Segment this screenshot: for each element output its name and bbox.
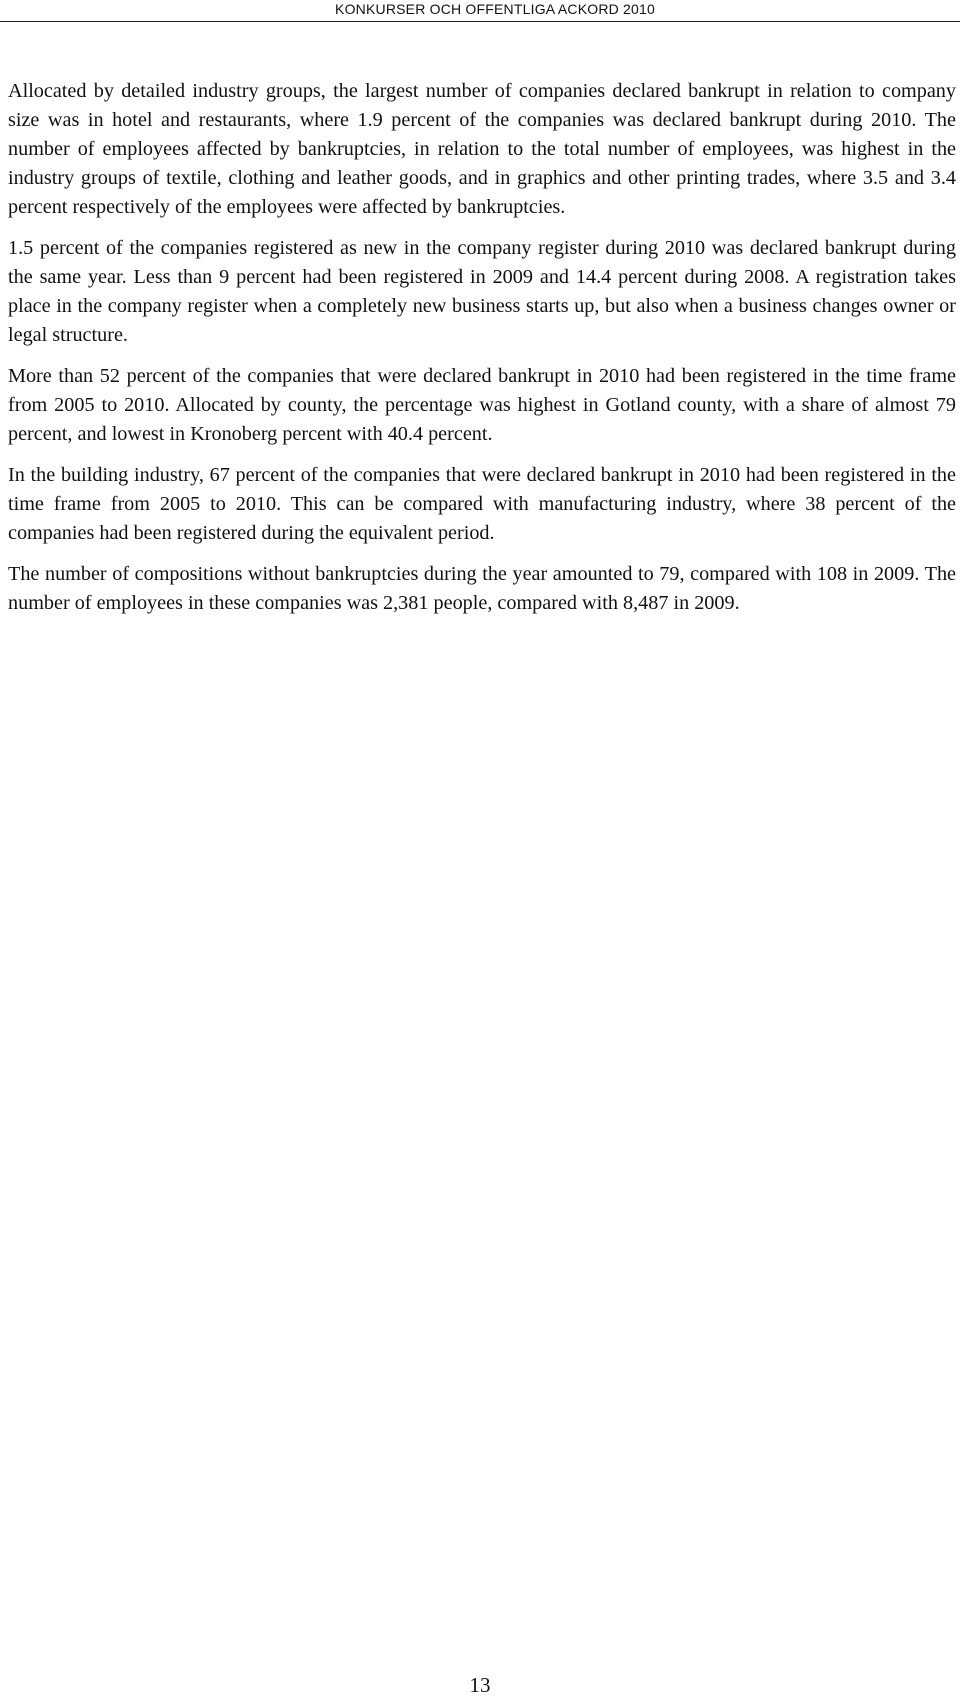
paragraph-industry-groups: Allocated by detailed industry groups, the largest number of companies declared bankrupt in relation to company size was in hotel and restaurants, where 1.9 percent of the companies was declared bankrupt during 2010. The number of employees affected by bankruptcies, in relation to the total number of employees, was highest in the industry groups of textile, clothing and leather goods, and in graphics and other printing trades, where 3.5 and 3.4 percent respectively of the employees were affected by bankruptcies. bbox=[8, 80, 956, 218]
paragraph-building-industry: In the building industry, 67 percent of the companies that were declared bankrupt in 2010 had been registered in the time frame from 2005 to 2010. This can be compared with manufacturing industry, where 38 percent of the companies had been registered during the equivalent period. bbox=[8, 464, 956, 544]
paragraph-new-registrations: 1.5 percent of the companies registered as new in the company register during 2010 was declared bankrupt during the same year. Less than 9 percent had been registered in 2009 and 14.4 percent during 2008. A registration takes place in the company register when a completely new business starts up, but also when a business changes owner or legal structure. bbox=[8, 237, 956, 346]
paragraph-compositions: The number of compositions without bankruptcies during the year amounted to 79, compared with 108 in 2009. The number of employees in these companies was 2,381 people, compared with 8,487 in 2009. bbox=[8, 563, 956, 614]
running-header bbox=[0, 0, 960, 22]
running-header-title: KONKURSER OCH OFFENTLIGA ACKORD 2010 bbox=[335, 1, 655, 17]
paragraph-registration-timeframe: More than 52 percent of the companies that were declared bankrupt in 2010 had been registered in the time frame from 2005 to 2010. Allocated by county, the percentage was highest in Gotland county, with a share of almost 79 percent, and lowest in Kronoberg percent with 40.4 percent. bbox=[8, 365, 956, 445]
body-text bbox=[8, 77, 956, 630]
page-number: 13 bbox=[469, 1673, 491, 1697]
